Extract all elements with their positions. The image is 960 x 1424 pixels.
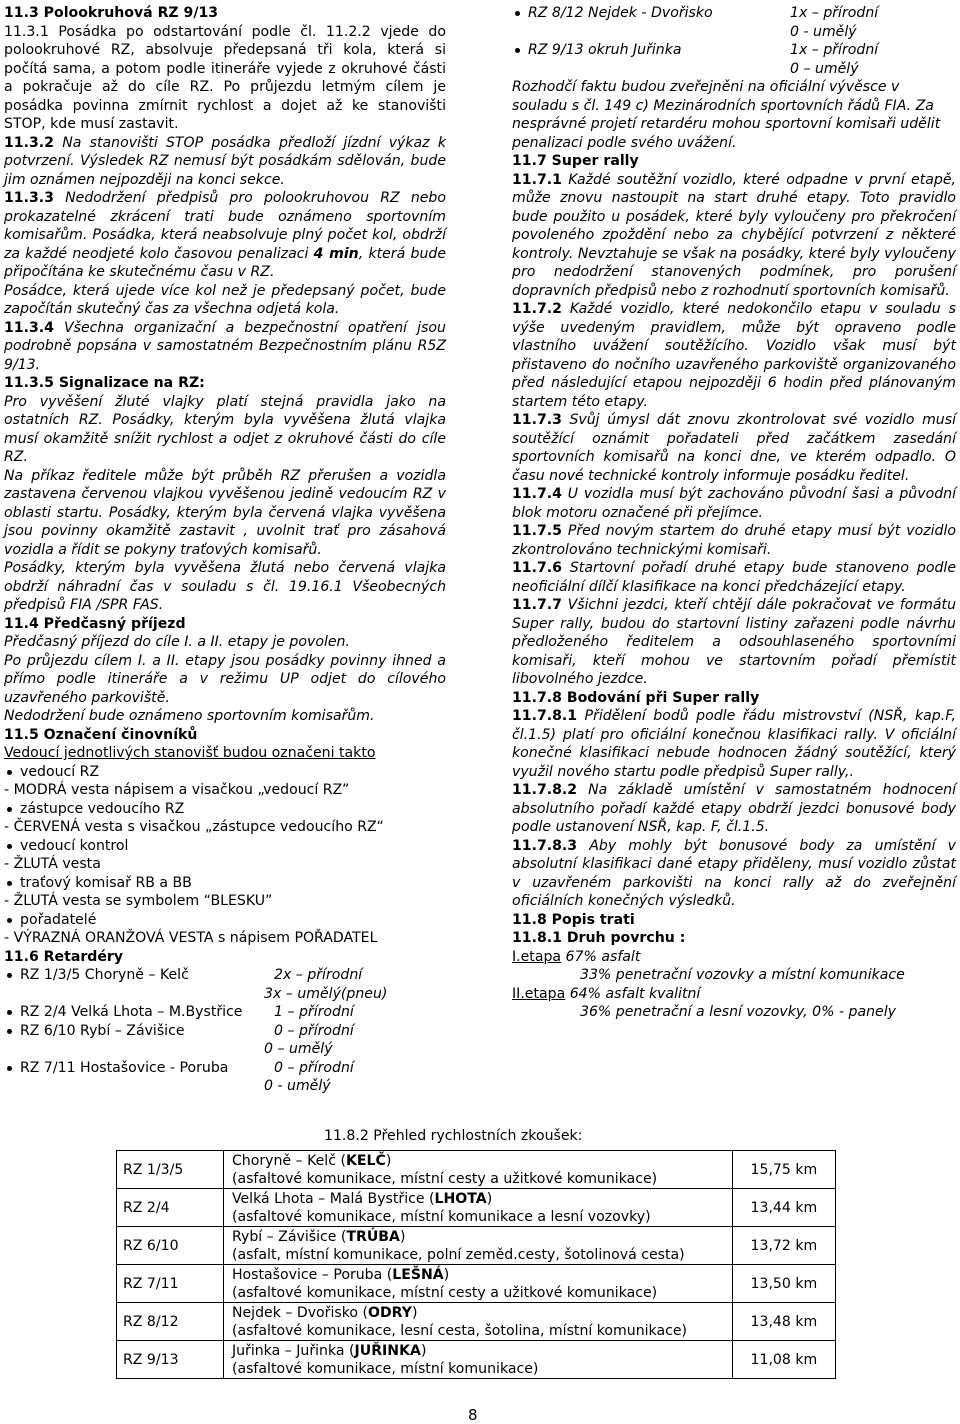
clause-text: , která bude připočítána ke skutečnému času v RZ. xyxy=(4,245,446,280)
right-column xyxy=(512,4,956,1022)
stage-name xyxy=(232,1304,726,1322)
clause-number: 11.7.8.2 xyxy=(512,782,578,798)
retarder-value: 2x – přírodní xyxy=(274,967,363,983)
paragraph-11-7-2 xyxy=(512,300,956,411)
paragraph-11-7-8-2 xyxy=(512,781,956,837)
section-heading-11-4: 11.4 Předčasný příjezd xyxy=(4,615,186,632)
stage-id: RZ 7/11 xyxy=(117,1265,224,1303)
retarder-row xyxy=(4,966,446,985)
stage-length: 13,44 km xyxy=(732,1189,835,1227)
retarder-value: 1x – přírodní xyxy=(790,42,879,58)
stage-route-close: ) xyxy=(420,1342,427,1359)
table-row xyxy=(117,1151,836,1189)
table-row xyxy=(117,1341,836,1379)
official-vest: - ŽLUTÁ vesta xyxy=(4,856,101,872)
retarder-stage: RZ 7/11 Hostašovice - Poruba xyxy=(20,1059,229,1076)
table-row xyxy=(117,1265,836,1303)
retarder-value: 1x – přírodní xyxy=(790,5,879,21)
section-heading-11-5: 11.5 Označení činovníků xyxy=(4,726,198,743)
section-heading-11-7: 11.7 Super rally xyxy=(512,153,639,169)
paragraph-signal-replacement-time: Posádky, kterým byla vyvěšena žlutá nebo červená vlajka obdrží náhradní čas v souladu s čl. 19.16.1 Všeobecných předpisů FIA /SPR FAS. xyxy=(4,560,446,613)
stage-description xyxy=(223,1265,732,1303)
paragraph-11-7-6 xyxy=(512,559,956,596)
clause-number: 11.7.2 xyxy=(512,301,562,317)
paragraph-11-7-8-3 xyxy=(512,837,956,911)
stage-id: RZ 2/4 xyxy=(117,1189,224,1227)
clause-number: 11.7.6 xyxy=(512,560,562,576)
stage-route: Nejdek – Dvořisko ( xyxy=(231,1304,368,1321)
official-item: vedoucí kontrol xyxy=(4,837,446,856)
clause-text: Před novým startem do druhé etapy musí být vozidlo zkontrolováno technickými komisaři. xyxy=(512,523,956,558)
retarder-row xyxy=(4,1003,446,1022)
stage-length: 13,72 km xyxy=(732,1227,835,1265)
stage-route-close: ) xyxy=(385,1152,392,1169)
retarder-stage: RZ 1/3/5 Choryně – Kelč xyxy=(20,967,189,983)
stage-code: LEŠNÁ xyxy=(392,1266,444,1283)
clause-number: 11.7.1 xyxy=(512,171,562,188)
clause-number: 11.7.5 xyxy=(512,523,562,539)
surface-value: 67% asfalt xyxy=(561,948,641,965)
left-column xyxy=(4,4,446,1096)
clause-number: 11.3.3 xyxy=(4,190,54,206)
stage-id: RZ 8/12 xyxy=(117,1303,224,1341)
official-vest: - MODRÁ vesta nápisem a visačkou „vedoucí RZ” xyxy=(4,782,350,798)
stage-name xyxy=(232,1266,726,1284)
section-heading-11-3: 11.3 Polookruhová RZ 9/13 xyxy=(4,5,219,21)
stage-code: ODRY xyxy=(368,1304,412,1321)
stage-route: Velká Lhota – Malá Bystřice ( xyxy=(231,1190,435,1207)
stage-name xyxy=(232,1152,726,1170)
retarder-value: 3x – umělý(pneu) xyxy=(264,985,388,1002)
paragraph-11-7-3 xyxy=(512,411,956,485)
stage-label: I.etapa xyxy=(512,948,562,965)
stage-label: II.etapa xyxy=(512,985,566,1002)
paragraph-signal-red: Na příkaz ředitele může být průběh RZ přerušen a vozidla zastavena červenou vlajkou vyvěšenou jedině vedoucím RZ v oblasti startu. Posádky, kterým byla červená vlajka vyvěšena jsou povinny okamžitě zastavit , uvolnit trať pro zásahová vozidla a řídit se pokyny traťových komisařů. xyxy=(4,467,446,558)
stage-length: 13,48 km xyxy=(732,1303,835,1341)
clause-text: Startovní pořadí druhé etapy bude stanoveno podle neoficiální dílčí klasifikace na konci předcházející etapy. xyxy=(512,560,956,595)
table-row xyxy=(117,1303,836,1341)
retarder-value: 0 - umělý xyxy=(790,23,857,40)
stage-description xyxy=(223,1341,732,1379)
official-item: vedoucí RZ xyxy=(4,763,446,782)
section-heading-11-8: 11.8 Popis trati xyxy=(512,911,635,928)
clause-text: Na základě umístění v samostatném hodnocení absolutního pořadí každé etapy obdrží jezdci bonusové body podle ustanovení NSŘ, kap. F, čl.1.5. xyxy=(512,782,956,835)
table-row xyxy=(117,1189,836,1227)
officials-intro: Vedoucí jednotlivých stanovišť budou označeni takto xyxy=(4,745,376,761)
retarder-value: 0 – přírodní xyxy=(274,1059,354,1076)
paragraph-judges-of-fact: Rozhodčí faktu budou zveřejněni na oficiální vývěsce v souladu s čl. 149 c) Mezinárodních sportovních řádů FIA. Za nesprávné projetí retardéru mohou sportovní komisaři udělit penalizaci podle svého uvážení. xyxy=(512,79,941,151)
stage-id: RZ 1/3/5 xyxy=(117,1151,224,1189)
clause-text: U vozidla musí být zachováno původní šasi a původní blok motoru označené při přejímce. xyxy=(512,486,956,521)
clause-text: Svůj úmysl dát znovu zkontrolovat své vozidlo musí soutěžící oznámit pořadateli před začátkem zasedání sportovních komisařů na konci dne, ve kterém odpadlo. O času nové technické kontroly informuje posádku ředitel. xyxy=(512,412,956,484)
official-item: pořadatelé xyxy=(4,911,446,930)
retarder-row xyxy=(4,1022,446,1041)
stage-code: KELČ xyxy=(345,1152,386,1169)
retarder-stage: RZ 2/4 Velká Lhota – M.Bystřice xyxy=(20,1004,243,1020)
official-item: traťový komisař RB a BB xyxy=(4,874,446,893)
stage-id: RZ 9/13 xyxy=(117,1341,224,1379)
clause-text: Na stanovišti STOP posádka předloží jízdní výkaz k potvrzení. Výsledek RZ nemusí být posádkám sdělován, bude jim oznámen nejpozději na konci sekce. xyxy=(4,134,446,188)
stage-route-close: ) xyxy=(486,1190,493,1207)
stage-route: Hostašovice – Poruba ( xyxy=(231,1266,393,1283)
retarder-stage: RZ 6/10 Rybí – Závišice xyxy=(20,1022,185,1039)
stage-id: RZ 6/10 xyxy=(117,1227,224,1265)
stage-description xyxy=(223,1189,732,1227)
table-title: 11.8.2 Přehled rychlostních zkoušek: xyxy=(324,1128,583,1144)
retarder-value: 0 - umělý xyxy=(264,1078,331,1094)
retarder-value: 0 – přírodní xyxy=(274,1022,354,1039)
clause-text: Každé soutěžní vozidlo, které odpadne v první etapě, může znovu nastoupit na start druhé etapy. Toto pravidlo bude použito u posádek, které byly vyloučeny pro překročení povoleného zpoždění nebo za chybějící potvrzení z některé kontroly. Nevztahuje se však na posádky, které byly vyloučeny pro nedodržení stanovených podmínek, pro porušení dopravních předpisů nebo z rozhodnutí sportovních komisařů. xyxy=(512,171,956,299)
stage-route: Rybí – Závišice ( xyxy=(231,1228,347,1245)
paragraph-11-7-7 xyxy=(512,596,956,689)
stage-length: 13,50 km xyxy=(732,1265,835,1303)
penalty-value: 4 min xyxy=(313,245,359,262)
clause-text: Přidělení bodů podle řádu mistrovství (NSŘ, kap.F, čl.1.5) platí pro oficiální konečnou klasifikaci rally. V oficiální konečné klasifikaci nebude hodnocen žádný soutěžící, který využil nového startu podle předpisů Super rally,. xyxy=(512,708,956,780)
stage-description xyxy=(223,1303,732,1341)
clause-number: 11.7.3 xyxy=(512,412,562,428)
retarder-value: 0 – umělý xyxy=(790,60,859,77)
retarder-value: 0 – umělý xyxy=(264,1041,333,1057)
retarder-stage: RZ 8/12 Nejdek - Dvořisko xyxy=(528,5,713,21)
official-vest: - ŽLUTÁ vesta se symbolem “BLESKU” xyxy=(4,893,273,909)
heading-11-7-8: 11.7.8 Bodování při Super rally xyxy=(512,689,760,706)
clause-number: 11.3.2 xyxy=(4,134,54,151)
stage-route-close: ) xyxy=(411,1304,418,1321)
retarder-stage: RZ 9/13 okruh Juřinka xyxy=(528,42,682,58)
paragraph-early-arrival: Předčasný příjezd do cíle I. a II. etapy je povolen. xyxy=(4,634,350,650)
clause-number: 11.7.4 xyxy=(512,486,562,502)
section-heading-11-6: 11.6 Retardéry xyxy=(4,948,124,965)
stage-route-close: ) xyxy=(443,1266,450,1283)
paragraph-11-3-3 xyxy=(4,189,446,282)
retarder-row xyxy=(4,1059,446,1078)
paragraph-11-3-1: 11.3.1 Posádka po odstartování podle čl. 11.2.2 vjede do polookruhové RZ, absolvuje předepsaná tři kola, která si počítá sama, a potom podle itineráře vyjede z okruhové části a pokračuje až do cíle RZ. Po průjezdu letmým cílem je posádka povinna zmírnit rychlost a dojet až ke stanovišti STOP, kde musí zastavit. xyxy=(4,23,446,132)
stage-surface: (asfaltové komunikace, místní komunikace) xyxy=(231,1360,539,1377)
stage-length: 15,75 km xyxy=(732,1151,835,1189)
official-item: zástupce vedoucího RZ xyxy=(4,800,446,819)
stage-description xyxy=(223,1151,732,1189)
surface-stage-2 xyxy=(512,985,956,1004)
stage-code: LHOTA xyxy=(434,1190,487,1207)
stage-route: Choryně – Kelč ( xyxy=(231,1152,346,1169)
surface-value: 64% asfalt kvalitní xyxy=(565,985,701,1002)
paragraph-early-arrival-3: Nedodržení bude oznámeno sportovním komisařům. xyxy=(4,708,375,724)
stage-route-close: ) xyxy=(399,1228,406,1245)
stage-surface: (asfaltové komunikace, místní komunikace a lesní vozovky) xyxy=(231,1208,651,1225)
stage-surface: (asfaltové komunikace, místní cesty a užitkové komunikace) xyxy=(231,1170,658,1187)
surface-value: 33% penetrační vozovky a místní komunikace xyxy=(580,967,905,983)
stage-surface: (asfaltové komunikace, místní cesty a užitkové komunikace) xyxy=(231,1284,658,1301)
surface-stage-1 xyxy=(512,948,956,967)
stage-name xyxy=(232,1342,726,1360)
paragraph-11-7-4 xyxy=(512,485,956,522)
paragraph-11-3-4 xyxy=(4,319,446,375)
stage-route: Juřinka – Juřinka ( xyxy=(231,1342,355,1359)
paragraph-11-7-1 xyxy=(512,171,956,301)
stage-code: JUŘINKA xyxy=(354,1342,421,1359)
table-row xyxy=(117,1227,836,1265)
paragraph-signal-yellow: Pro vyvěšení žluté vlajky platí stejná pravidla jako na ostatních RZ. Posádky, kterým byla vyvěšena žlutá vlajka musí okamžitě snížit rychlost a odjet z okruhové části do cíle RZ. xyxy=(4,393,446,465)
official-vest: - VÝRAZNÁ ORANŽOVÁ VESTA s nápisem POŘADATEL xyxy=(4,930,378,946)
stage-surface: (asfalt, místní komunikace, polní zeměd.cesty, šotolinová cesta) xyxy=(231,1246,685,1263)
paragraph-early-arrival-2: Po průjezdu cílem I. a II. etapy jsou posádky povinny ihned a přímo podle itineráře a v režimu UP odjet do cílového uzavřeného parkoviště. xyxy=(4,652,446,706)
official-vest: - ČERVENÁ vesta s visačkou „zástupce vedoucího RZ“ xyxy=(4,819,384,835)
clause-text: Aby mohly být bonusové body za umístění v absolutní klasifikaci dané etapy přiděleny, musí vozidlo zůstat v uzavřeném parkovišti na konci rally až do zveřejnění oficiálních konečných výsledků. xyxy=(512,837,956,909)
paragraph-11-3-2 xyxy=(4,134,446,190)
paragraph-11-3-3-extra: Posádce, která ujede více kol než je předepsaný počet, bude započítán skutečný čas za všechna odjetá kola. xyxy=(4,282,446,317)
heading-11-3-5: 11.3.5 Signalizace na RZ: xyxy=(4,375,205,391)
stage-name xyxy=(232,1228,726,1246)
surface-value: 36% penetrační a lesní vozovky, 0% - panely xyxy=(580,1004,896,1020)
stage-surface: (asfaltové komunikace, lesní cesta, šotolina, místní komunikace) xyxy=(231,1322,688,1339)
stage-name xyxy=(232,1190,726,1208)
stages-table xyxy=(116,1150,836,1379)
clause-text: Nedodržení předpisů pro polookruhovou RZ nebo prokazatelné zkrácení trati bude oznámeno sportovním komisařům. Posádka, která neabsolvuje plný počet kol, obdrží za každé neodjeté kolo časovou penalizaci xyxy=(4,190,446,262)
page-number: 8 xyxy=(468,1406,478,1424)
clause-number: 11.7.8.1 xyxy=(512,708,578,724)
clause-number: 11.7.7 xyxy=(512,597,562,613)
clause-text: Všechna organizační a bezpečnostní opatření jsou podrobně popsána v samostatném Bezpečnostním plánu R5Z 9/13. xyxy=(4,319,446,373)
heading-11-8-1: 11.8.1 Druh povrchu : xyxy=(512,930,686,946)
stage-length: 11,08 km xyxy=(732,1341,835,1379)
stage-description xyxy=(223,1227,732,1265)
retarder-row xyxy=(512,41,956,60)
stage-code: TRÚBA xyxy=(346,1228,400,1245)
clause-number: 11.3.4 xyxy=(4,319,54,336)
clause-text: Každé vozidlo, které nedokončilo etapu v souladu s výše uvedeným pravidlem, může být opraveno podle vlastního uvážení soutěžícího. Vozidlo však musí být přistaveno do nočního uzavřeného parkoviště organizovaného před následující etapou nejpozději 6 hodin před plánovaným startem této etapy. xyxy=(512,301,956,410)
retarder-value: 1 – přírodní xyxy=(274,1004,354,1020)
clause-text: Všichni jezdci, kteří chtějí dále pokračovat ve formátu Super rally, budou do startovní listiny zařazeni podle návrhu předloženého ředitelem a odsouhlaseného sportovními komisaři, kteří mohou ve startovním pořadí přemístit libovolného jezdce. xyxy=(512,597,956,687)
clause-number: 11.7.8.3 xyxy=(512,837,578,854)
retarder-row xyxy=(512,4,956,23)
paragraph-11-7-5 xyxy=(512,522,956,559)
paragraph-11-7-8-1 xyxy=(512,707,956,781)
